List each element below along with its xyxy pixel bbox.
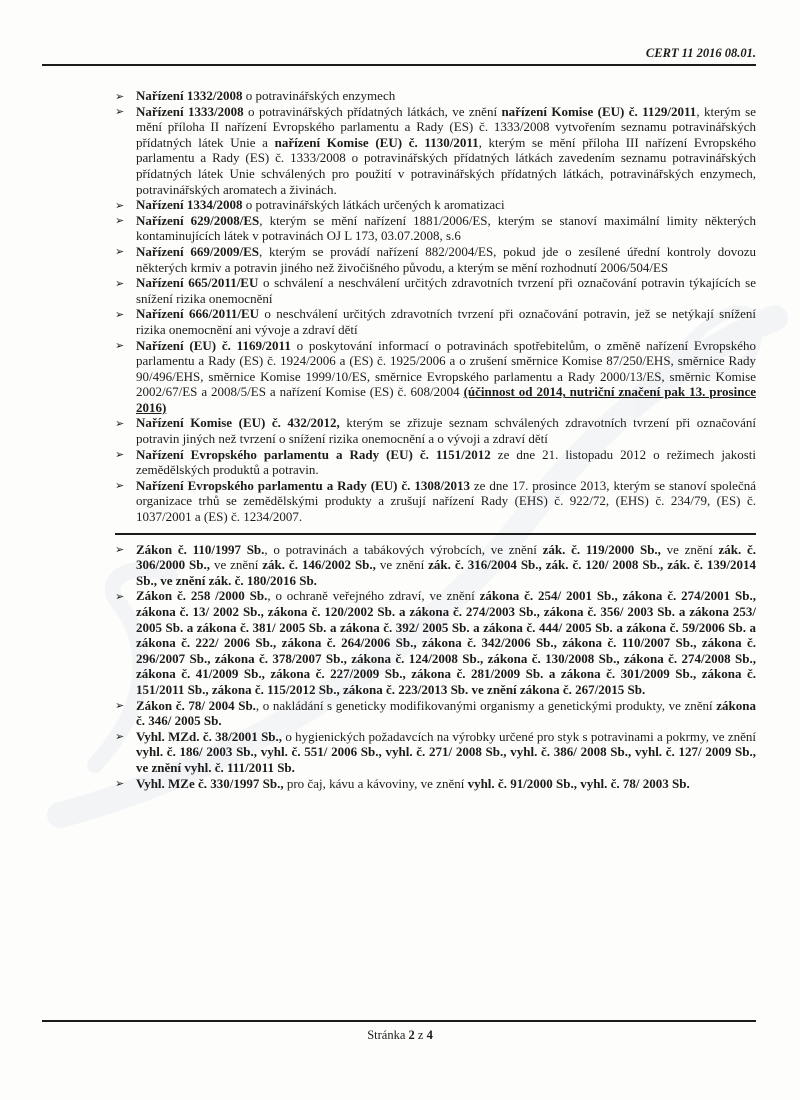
text-segment: 4: [426, 1028, 433, 1042]
arrow-bullet-icon: ➢: [115, 214, 125, 228]
text-segment: zák. č. 146/2002 Sb.,: [262, 557, 376, 573]
text-segment: Nařízení Komise (EU) č. 432/2012,: [136, 415, 340, 431]
arrow-bullet-icon: ➢: [115, 89, 125, 103]
list-item: [115, 588, 756, 697]
arrow-bullet-icon: ➢: [115, 777, 125, 791]
arrow-bullet-icon: ➢: [115, 339, 125, 352]
text-segment: o potravinářských enzymech: [242, 88, 396, 103]
text-segment: zákona č. 254/ 2001 Sb., zákona č. 274/2001 Sb., zákona č. 13/ 2002 Sb., zákona č. 120/2002 Sb. a zákona č. 274/2003 Sb., zákona č. 356/ 2003 Sb. a zákona 253/ 2005 Sb. a zákona č. 381/ 2005 Sb. a zákona č. 392/ 2005 Sb. a zákona č. 444/ 2005 Sb. a zákona č. 59/2006 Sb. a zákona č. 222/ 2006 Sb., zákona č. 264/2006 Sb., zákona č. 342/2006 Sb., zákona č. 110/2007 Sb., zákona č. 296/2007 Sb., zákona č. 378/2007 Sb., zákona č. 124/2008 Sb., zákona č. 130/2008 Sb., zákona č. 274/2008 Sb., zákona č. 41/2009 Sb., zákona č. 227/2009 Sb., zákona č. 281/2009 Sb. a zákona č. 301/2009 Sb., zákona č. 151/2011 Sb., zákona č. 115/2012 Sb., zákona č. 223/2013 Sb. ve znění zákona č. 267/2015 Sb.: [136, 588, 756, 697]
text-segment: z: [414, 1028, 427, 1042]
arrow-bullet-icon: ➢: [115, 543, 125, 557]
list-item: [115, 197, 756, 213]
arrow-bullet-icon: ➢: [115, 448, 125, 462]
text-segment: Nařízení Evropského parlamentu a Rady (EU) č. 1151/2012: [136, 446, 491, 462]
text-segment: ze dne 21. listopadu 2012 o režimech jakosti zemědělských produktů a potravin.: [136, 446, 756, 478]
text-segment: zák. č. 316/2004 Sb., zák. č. 120/ 2008 Sb., zák. č. 139/2014 Sb., ve znění zák. č. 180/2016 Sb.: [136, 557, 757, 588]
arrow-bullet-icon: ➢: [115, 105, 125, 119]
text-segment: zák. č. 119/2000 Sb.,: [542, 541, 661, 557]
text-segment: , kterým se provádí nařízení 882/2004/ES, pokud jde o zesílené úřední kontroly dovozu některých krmiv a potravin jiného než živočišného původu, a kterým se mění rozhodnutí 2006/504/ES: [136, 243, 756, 275]
page-header: [42, 46, 756, 61]
list-item: [115, 275, 756, 306]
text-segment: vyhl. č. 186/ 2003 Sb., vyhl. č. 551/ 2006 Sb., vyhl. č. 271/ 2008 Sb., vyhl. č. 386/ 2008 Sb., vyhl. č. 127/ 2009 Sb., ve znění vyhl. č. 111/2011 Sb.: [136, 744, 756, 775]
text-segment: o neschválení určitých zdravotních tvrzení při označování potravin, jež se netýkají snížení rizika onemocnění ani vývoje a zdraví dětí: [136, 306, 756, 337]
list-item: [115, 447, 756, 478]
text-segment: Nařízení (EU) č. 1169/2011: [136, 337, 291, 353]
document-code: CERT 11 2016 08.01.: [645, 46, 756, 60]
text-segment: Nařízení 665/2011/EU: [136, 275, 259, 291]
text-segment: zák. č. 306/2000 Sb.,: [136, 541, 756, 573]
text-segment: , kterým se mění příloha II nařízení Evropského parlamentu a Rady (ES) č. 1333/2008 vytvořením seznamu potravinářských přídatných látek Unie a: [136, 103, 756, 150]
section-divider: [115, 533, 756, 535]
arrow-bullet-icon: ➢: [115, 479, 125, 493]
text-segment: zákona č. 346/ 2005 Sb.: [136, 697, 756, 729]
text-segment: o potravinářských látkách určených k aromatizaci: [242, 197, 505, 213]
text-segment: Zákon č. 110/1997 Sb.: [136, 541, 265, 557]
text-segment: nařízení Komise (EU) č. 1129/2011: [501, 103, 697, 119]
text-segment: o schválení a neschválení určitých zdravotních tvrzení při označování potravin týkajících se snížení rizika onemocnění: [136, 275, 756, 306]
text-segment: Nařízení Evropského parlamentu a Rady (EU) č. 1308/2013: [136, 477, 470, 493]
text-segment: vyhl. č. 91/2000 Sb., vyhl. č. 78/ 2003 Sb.: [467, 775, 690, 791]
document-body: [115, 88, 756, 791]
text-segment: Nařízení 1333/2008: [136, 103, 244, 119]
text-segment: Nařízení 666/2011/EU: [136, 306, 260, 322]
list-item: [115, 338, 756, 416]
list-item: [115, 415, 756, 446]
list-item: [115, 88, 756, 104]
arrow-bullet-icon: ➢: [115, 730, 125, 744]
text-segment: , o potravinách a tabákových výrobcích, ve znění: [264, 541, 543, 557]
text-segment: Nařízení 669/2009/ES: [136, 243, 260, 259]
page-number: [0, 1028, 800, 1043]
list-item: [115, 478, 756, 525]
text-segment: nařízení Komise (EU) č. 1130/2011: [274, 134, 479, 150]
list-item: [115, 776, 756, 792]
text-segment: Stránka: [367, 1028, 409, 1042]
list-item: [115, 729, 756, 776]
list-item: [115, 244, 756, 275]
arrow-bullet-icon: ➢: [115, 699, 125, 713]
text-segment: (účinnost od 2014, nutriční značení pak 13. prosince 2016): [136, 384, 756, 415]
arrow-bullet-icon: ➢: [115, 198, 125, 212]
text-segment: o hygienických požadavcích na výrobky určené pro styk s potravinami a pokrmy, ve znění: [282, 728, 756, 744]
text-segment: Nařízení 629/2008/ES: [136, 212, 260, 228]
text-segment: Nařízení 1334/2008: [136, 197, 243, 213]
text-segment: ve znění: [660, 541, 719, 557]
arrow-bullet-icon: ➢: [115, 276, 125, 290]
footer-rule: [42, 1020, 756, 1022]
text-segment: o potravinářských přídatných látkách, ve znění: [243, 103, 502, 119]
text-segment: 2: [408, 1028, 415, 1042]
text-segment: o poskytování informací o potravinách spotřebitelům, o změně nařízení Evropského parlamentu a Rady (ES) č. 1924/2006 a (ES) č. 1925/2006 a o zrušení směrnice Komise 87/250/EHS, směrnice Rady 90/496/EHS, směrnice Komise 1999/10/ES, směrnice Evropského parlamentu a Rady 2000/13/ES, směrnic Komise 2002/67/ES a 2008/5/ES a nařízení Komise (ES) č. 608/2004: [136, 337, 756, 400]
text-segment: , kterým se mění příloha III nařízení Evropského parlamentu a Rady (ES) č. 1333/2008 o potravinářských přídatných látkách zavedením seznamu potravinářských přídatných látek Unie schválených pro použití v potravinářských přídatných látkách, potravinářských enzymech, potravinářských aromatech a živinách.: [136, 134, 757, 197]
text-segment: Zákon č. 258 /2000 Sb.: [136, 588, 268, 604]
list-item: [115, 213, 756, 244]
list-item: [115, 542, 756, 589]
text-segment: ve znění: [375, 557, 429, 573]
text-segment: , kterým se mění nařízení 1881/2006/ES, kterým se stanoví maximální limity některých kontaminujících látek v potravinách OJ L 173, 03.07.2008, s.6: [136, 212, 756, 244]
list-item: [115, 698, 756, 729]
text-segment: ze dne 17. prosince 2013, kterým se stanoví společná organizace trhů se zemědělskými produkty a zrušují nařízení Rady (EHS) č. 922/72, (EHS) č. 234/79, (ES) č. 1037/2001 a (ES) č. 1234/2007.: [136, 477, 756, 525]
text-segment: Vyhl. MZe č. 330/1997 Sb.,: [136, 775, 284, 791]
arrow-bullet-icon: ➢: [115, 416, 125, 430]
arrow-bullet-icon: ➢: [115, 307, 125, 321]
text-segment: , o nakládání s geneticky modifikovanými organismy a genetickými produkty, ve znění: [255, 697, 717, 713]
header-rule: [42, 64, 756, 66]
arrow-bullet-icon: ➢: [115, 589, 125, 603]
text-segment: Nařízení 1332/2008: [136, 88, 243, 103]
text-segment: , o ochraně veřejného zdraví, ve znění: [267, 588, 480, 604]
list-item: [115, 306, 756, 337]
text-segment: ve znění: [210, 557, 263, 573]
text-segment: Zákon č. 78/ 2004 Sb.: [136, 697, 256, 713]
text-segment: kterým se zřizuje seznam schválených zdravotních tvrzení při označování potravin jiných než tvrzení o snížení rizika onemocnění a o vývoji a zdraví dětí: [136, 415, 756, 447]
text-segment: Vyhl. MZd. č. 38/2001 Sb.,: [136, 728, 283, 744]
arrow-bullet-icon: ➢: [115, 245, 125, 259]
text-segment: pro čaj, kávu a kávoviny, ve znění: [283, 775, 468, 791]
list-item: [115, 104, 756, 198]
